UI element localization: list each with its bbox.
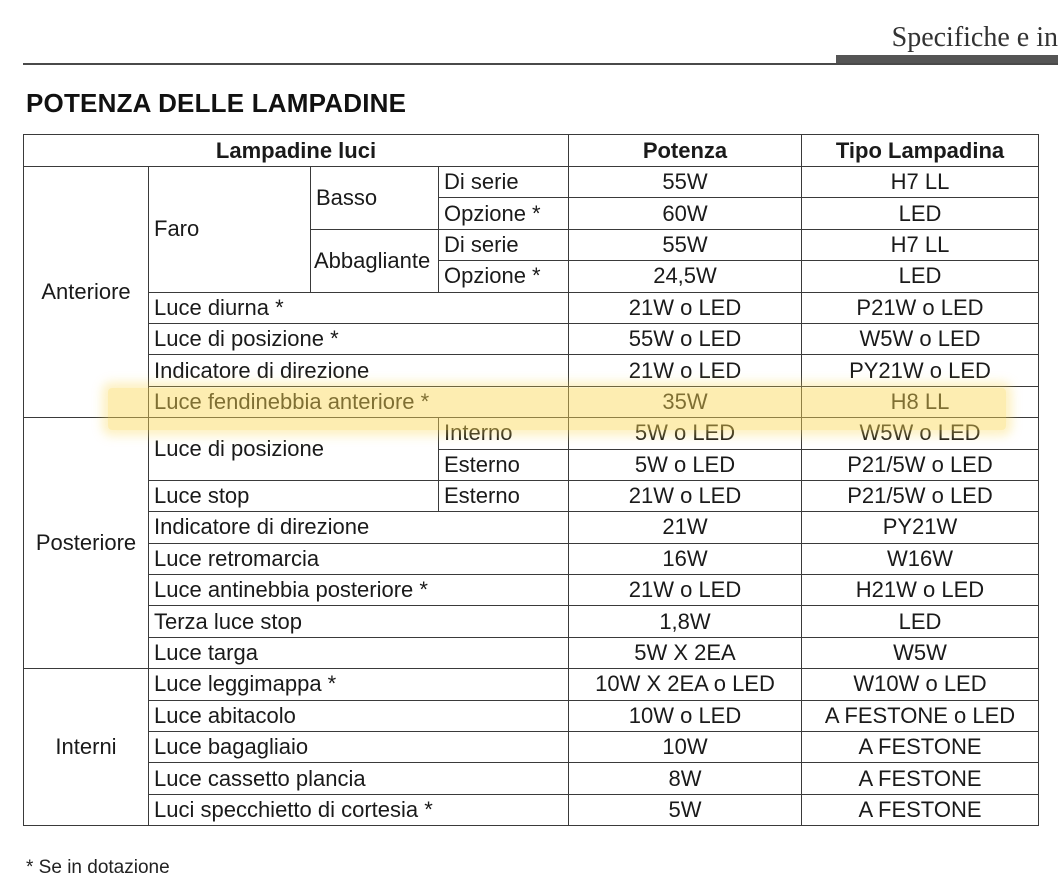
- cell-label: Luce antinebbia posteriore *: [149, 575, 569, 606]
- cell-power: 21W: [569, 512, 802, 543]
- cell-label: Luci specchietto di cortesia *: [149, 794, 569, 825]
- cell-power: 60W: [569, 198, 802, 229]
- table-row: [24, 292, 1039, 323]
- cell-type: W10W o LED: [802, 669, 1039, 700]
- cell-type: A FESTONE: [802, 763, 1039, 794]
- cell-variant: Esterno: [439, 480, 569, 511]
- cell-label: Luce stop: [149, 480, 439, 511]
- group-rear: Posteriore: [24, 418, 149, 669]
- cell-type: P21/5W o LED: [802, 449, 1039, 480]
- table-row: [24, 512, 1039, 543]
- cell-variant: Opzione *: [439, 261, 569, 292]
- cell-power: 55W: [569, 229, 802, 260]
- running-header: Specifiche e in: [891, 22, 1058, 53]
- cell-variant: Di serie: [439, 229, 569, 260]
- cell-label: Luce abitacolo: [149, 700, 569, 731]
- table-row: [24, 418, 1039, 449]
- cell-type: A FESTONE: [802, 794, 1039, 825]
- group-interior: Interni: [24, 669, 149, 826]
- cell-label: Luce targa: [149, 637, 569, 668]
- cell-label: Luce di posizione: [149, 418, 439, 481]
- cell-type: W5W: [802, 637, 1039, 668]
- cell-power: 21W o LED: [569, 575, 802, 606]
- cell-label: Luce retromarcia: [149, 543, 569, 574]
- cell-type: LED: [802, 198, 1039, 229]
- cell-type: LED: [802, 606, 1039, 637]
- header-type: Tipo Lampadina: [802, 135, 1039, 167]
- cell-label: Luce cassetto plancia: [149, 763, 569, 794]
- cell-label: Indicatore di direzione: [149, 355, 569, 386]
- cell-abbagliante: Abbagliante: [311, 229, 439, 292]
- table-row: [24, 167, 1039, 198]
- cell-power: 24,5W: [569, 261, 802, 292]
- table-header-row: [24, 135, 1039, 167]
- cell-variant: Interno: [439, 418, 569, 449]
- cell-power: 10W o LED: [569, 700, 802, 731]
- cell-variant: Opzione *: [439, 198, 569, 229]
- cell-basso: Basso: [311, 167, 439, 230]
- cell-power: 8W: [569, 763, 802, 794]
- header-power: Potenza: [569, 135, 802, 167]
- cell-power: 55W: [569, 167, 802, 198]
- table-row: [24, 543, 1039, 574]
- table-row: [24, 575, 1039, 606]
- cell-type: PY21W: [802, 512, 1039, 543]
- cell-faro: Faro: [149, 167, 311, 293]
- cell-label: Luce leggimappa *: [149, 669, 569, 700]
- cell-type: LED: [802, 261, 1039, 292]
- table-row: [24, 794, 1039, 825]
- cell-variant: Esterno: [439, 449, 569, 480]
- cell-power: 55W o LED: [569, 323, 802, 354]
- cell-power: 21W o LED: [569, 292, 802, 323]
- cell-power: 5W: [569, 794, 802, 825]
- cell-type: H7 LL: [802, 167, 1039, 198]
- cell-power: 5W X 2EA: [569, 637, 802, 668]
- cell-label: Luce diurna *: [149, 292, 569, 323]
- cell-power: 10W X 2EA o LED: [569, 669, 802, 700]
- header-lights: Lampadine luci: [24, 135, 569, 167]
- cell-label: Terza luce stop: [149, 606, 569, 637]
- page-title: POTENZA DELLE LAMPADINE: [26, 88, 407, 118]
- cell-label: Indicatore di direzione: [149, 512, 569, 543]
- table-row: [24, 732, 1039, 763]
- bulb-power-table: [23, 134, 1039, 826]
- table-row: [24, 323, 1039, 354]
- cell-power: 5W o LED: [569, 418, 802, 449]
- cell-label: Luce di posizione *: [149, 323, 569, 354]
- cell-type: P21/5W o LED: [802, 480, 1039, 511]
- cell-type: H8 LL: [802, 386, 1039, 417]
- table-row: [24, 700, 1039, 731]
- cell-type: W16W: [802, 543, 1039, 574]
- cell-power: 10W: [569, 732, 802, 763]
- cell-power: 5W o LED: [569, 449, 802, 480]
- table-row: [24, 637, 1039, 668]
- cell-type: H21W o LED: [802, 575, 1039, 606]
- cell-type: W5W o LED: [802, 418, 1039, 449]
- cell-power: 21W o LED: [569, 480, 802, 511]
- footnote: * Se in dotazione: [26, 857, 170, 878]
- cell-type: W5W o LED: [802, 323, 1039, 354]
- cell-label: Luce fendinebbia anteriore *: [149, 386, 569, 417]
- cell-power: 16W: [569, 543, 802, 574]
- cell-type: A FESTONE o LED: [802, 700, 1039, 731]
- cell-power: 21W o LED: [569, 355, 802, 386]
- table-row: [24, 763, 1039, 794]
- cell-label: Luce bagagliaio: [149, 732, 569, 763]
- cell-power: 35W: [569, 386, 802, 417]
- cell-type: PY21W o LED: [802, 355, 1039, 386]
- cell-variant: Di serie: [439, 167, 569, 198]
- table-row: [24, 669, 1039, 700]
- table-row: [24, 355, 1039, 386]
- cell-power: 1,8W: [569, 606, 802, 637]
- table-row: [24, 606, 1039, 637]
- header-rule: [23, 63, 1058, 65]
- cell-type: H7 LL: [802, 229, 1039, 260]
- cell-type: P21W o LED: [802, 292, 1039, 323]
- table-row-highlighted: [24, 386, 1039, 417]
- group-front: Anteriore: [24, 167, 149, 418]
- table-row: [24, 480, 1039, 511]
- cell-type: A FESTONE: [802, 732, 1039, 763]
